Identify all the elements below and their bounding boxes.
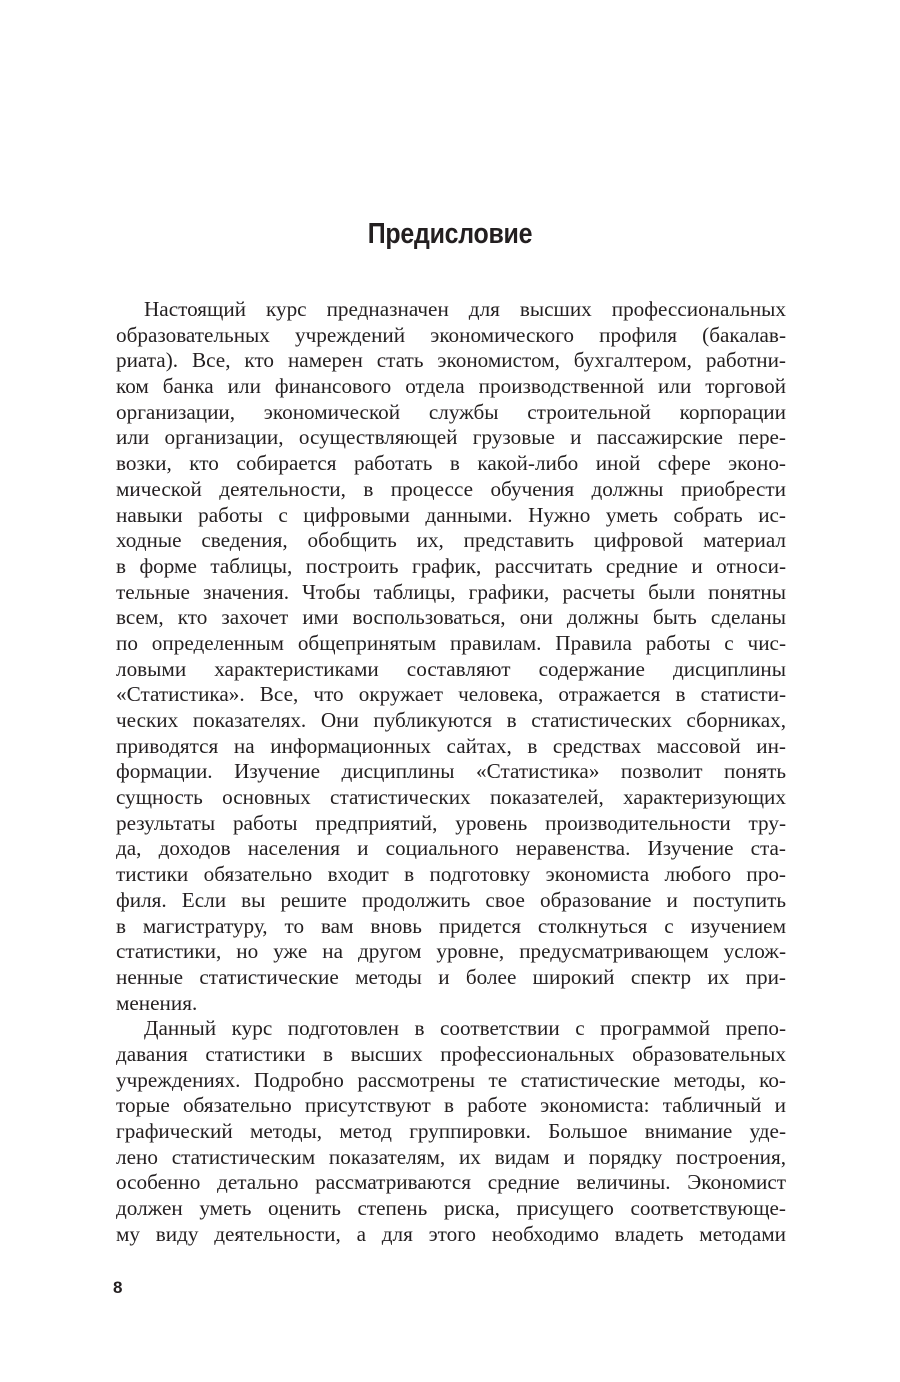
text-line: или организации, осуществляющей грузовые и пассажирские пере- xyxy=(116,425,786,450)
text-line: графический методы, метод группировки. Большое внимание уде- xyxy=(116,1119,786,1143)
text-line: ческих показателях. Они публикуются в статистических сборниках, xyxy=(116,708,786,732)
text-line: особенно детально рассматриваются средние величины. Экономист xyxy=(116,1170,786,1195)
text-line: тистики обязательно входит в подготовку экономиста любого про- xyxy=(116,862,786,887)
text-line: ком банка или финансового отдела производственной или торговой xyxy=(116,374,786,399)
text-line: всем, кто захочет ими воспользоваться, они должны быть сделаны xyxy=(116,605,786,630)
text-line: мической деятельности, в процессе обучения должны приобрести xyxy=(116,476,786,501)
text-line: давания статистики в высших профессиональных образовательных xyxy=(116,1041,786,1066)
text-line: Настоящий курс предназначен для высших профессиональных xyxy=(144,297,786,321)
text-line: лено статистическим показателям, их видам и порядку построения, xyxy=(116,1144,786,1169)
text-line: результаты работы предприятий, уровень производительности тру- xyxy=(116,810,786,835)
text-line: менения. xyxy=(116,990,198,1015)
text-line: ненные статистические методы и более широкий спектр их при- xyxy=(116,964,786,989)
text-line: приводятся на информационных сайтах, в средствах массовой ин- xyxy=(116,733,786,758)
text-line: образовательных учреждений экономического профиля (бакалав- xyxy=(116,322,786,347)
text-line: в магистратуру, то вам вновь придется столкнуться с изучением xyxy=(116,913,786,938)
text-line: в форме таблицы, построить график, рассчитать средние и относи- xyxy=(116,553,786,578)
text-line: риата). Все, кто намерен стать экономистом, бухгалтером, работни- xyxy=(116,348,786,373)
page-number: 8 xyxy=(113,1278,123,1297)
body-text xyxy=(116,297,786,1247)
text-line: по определенным общепринятым правилам. Правила работы с чис- xyxy=(116,630,786,655)
text-line: сущность основных статистических показателей, характеризующих xyxy=(116,785,786,810)
page-title: Предисловие xyxy=(367,218,533,250)
text-line: возки, кто собирается работать в какой-либо иной сфере эконо- xyxy=(116,451,786,476)
text-line: учреждениях. Подробно рассмотрены те статистические методы, ко- xyxy=(116,1067,786,1092)
paragraph-2 xyxy=(116,1016,786,1247)
text-line: «Статистика». Все, что окружает человека, отражается в статисти- xyxy=(116,682,786,707)
text-line: ходные сведения, обобщить их, представить цифровой материал xyxy=(116,528,786,553)
text-line: должен уметь оценить степень риска, присущего соответствующе- xyxy=(116,1196,786,1221)
text-line: навыки работы с цифровыми данными. Нужно уметь собрать ис- xyxy=(116,502,786,527)
text-line: му виду деятельности, а для этого необходимо владеть методами xyxy=(116,1221,786,1246)
text-line: ловыми характеристиками составляют содержание дисциплины xyxy=(116,656,786,681)
text-line: организации, экономической службы строительной корпорации xyxy=(116,399,786,424)
text-line: торые обязательно присутствуют в работе экономиста: табличный и xyxy=(116,1093,786,1118)
text-line: филя. Если вы решите продолжить свое образование и поступить xyxy=(116,887,786,912)
paragraph-1 xyxy=(116,297,786,1016)
text-line: Данный курс подготовлен в соответствии с программой препо- xyxy=(144,1016,786,1041)
text-line: да, доходов населения и социального неравенства. Изучение ста- xyxy=(116,836,786,861)
text-line: статистики, но уже на другом уровне, предусматривающем услож- xyxy=(116,939,786,964)
text-line: тельные значения. Чтобы таблицы, графики, расчеты были понятны xyxy=(116,579,786,604)
text-line: формации. Изучение дисциплины «Статистика» позволит понять xyxy=(116,759,786,784)
